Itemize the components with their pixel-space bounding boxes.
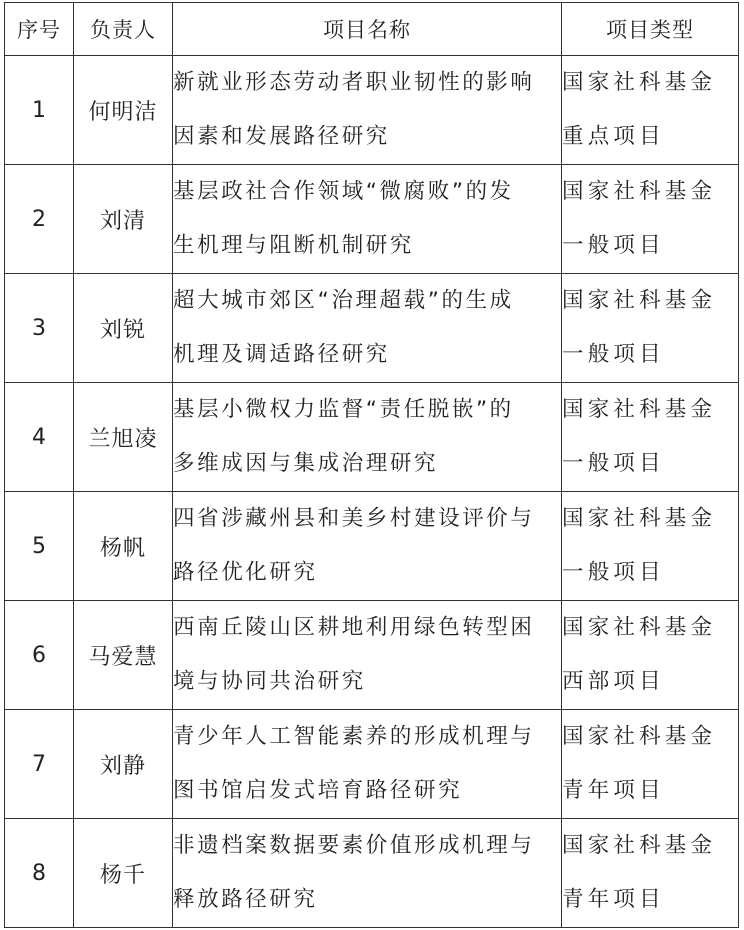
serial-number-cell: 5 (5, 492, 74, 601)
serial-number-cell: 4 (5, 383, 74, 492)
project-type-line: 国家社科基金 (562, 70, 717, 95)
principal-investigator-cell: 刘锐 (74, 274, 173, 383)
project-type-cell (562, 601, 739, 710)
project-type-line: 国家社科基金 (562, 506, 717, 531)
table-row (5, 710, 739, 819)
principal-investigator-cell: 何明洁 (74, 56, 173, 165)
project-type-line: 一般项目 (562, 342, 665, 367)
principal-investigator-cell: 马爱慧 (74, 601, 173, 710)
project-name-line: 图书馆启发式培育路径研究 (173, 778, 463, 803)
project-type-cell (562, 274, 739, 383)
header-principal-investigator: 负责人 (74, 3, 173, 56)
project-type-cell (562, 56, 739, 165)
project-name-cell (173, 56, 562, 165)
serial-number-cell: 2 (5, 165, 74, 274)
project-name-cell (173, 383, 562, 492)
project-name-cell (173, 274, 562, 383)
project-table (4, 2, 739, 928)
project-type-line: 重点项目 (562, 124, 665, 149)
project-type-line: 国家社科基金 (562, 724, 717, 749)
table-header-row (5, 3, 739, 56)
project-name-line: 生机理与阻断机制研究 (173, 233, 415, 258)
project-name-line: 基层小微权力监督“责任脱嵌”的 (173, 397, 514, 422)
header-project-type: 项目类型 (562, 3, 739, 56)
principal-investigator-cell: 刘清 (74, 165, 173, 274)
project-name-line: 路径优化研究 (173, 560, 318, 585)
project-type-line: 一般项目 (562, 451, 665, 476)
project-type-line: 西部项目 (562, 669, 665, 694)
table-row (5, 165, 739, 274)
project-type-line: 一般项目 (562, 233, 665, 258)
project-type-cell (562, 165, 739, 274)
project-name-line: 西南丘陵山区耕地利用绿色转型困 (173, 615, 535, 640)
serial-number-cell: 8 (5, 819, 74, 928)
serial-number-cell: 1 (5, 56, 74, 165)
project-type-cell (562, 819, 739, 928)
table-row (5, 492, 739, 601)
project-type-line: 国家社科基金 (562, 179, 717, 204)
serial-number-cell: 6 (5, 601, 74, 710)
table-row (5, 601, 739, 710)
project-type-line: 国家社科基金 (562, 397, 717, 422)
project-type-cell (562, 710, 739, 819)
project-name-line: 基层政社合作领域“微腐败”的发 (173, 179, 514, 204)
serial-number-cell: 7 (5, 710, 74, 819)
project-type-line: 青年项目 (562, 887, 665, 912)
project-name-line: 超大城市郊区“治理超载”的生成 (173, 288, 514, 313)
project-type-cell (562, 383, 739, 492)
project-type-cell (562, 492, 739, 601)
project-name-cell (173, 492, 562, 601)
table-row (5, 383, 739, 492)
project-name-line: 因素和发展路径研究 (173, 124, 390, 149)
project-type-line: 国家社科基金 (562, 615, 717, 640)
project-name-line: 青少年人工智能素养的形成机理与 (173, 724, 535, 749)
project-type-line: 国家社科基金 (562, 288, 717, 313)
serial-number-cell: 3 (5, 274, 74, 383)
project-type-line: 青年项目 (562, 778, 665, 803)
project-name-line: 新就业形态劳动者职业韧性的影响 (173, 70, 535, 95)
principal-investigator-cell: 杨帆 (74, 492, 173, 601)
table-row (5, 819, 739, 928)
header-project-name: 项目名称 (173, 3, 562, 56)
table-row (5, 56, 739, 165)
project-name-cell (173, 601, 562, 710)
table-row (5, 274, 739, 383)
project-name-cell (173, 710, 562, 819)
project-name-line: 境与协同共治研究 (173, 669, 366, 694)
project-type-line: 一般项目 (562, 560, 665, 585)
project-name-line: 多维成因与集成治理研究 (173, 451, 439, 476)
project-name-cell (173, 165, 562, 274)
project-name-line: 四省涉藏州县和美乡村建设评价与 (173, 506, 535, 531)
project-type-line: 国家社科基金 (562, 833, 717, 858)
project-name-cell (173, 819, 562, 928)
header-serial-number: 序号 (5, 3, 74, 56)
principal-investigator-cell: 刘静 (74, 710, 173, 819)
project-name-line: 机理及调适路径研究 (173, 342, 390, 367)
principal-investigator-cell: 兰旭凌 (74, 383, 173, 492)
project-name-line: 非遗档案数据要素价值形成机理与 (173, 833, 535, 858)
principal-investigator-cell: 杨千 (74, 819, 173, 928)
project-name-line: 释放路径研究 (173, 887, 318, 912)
